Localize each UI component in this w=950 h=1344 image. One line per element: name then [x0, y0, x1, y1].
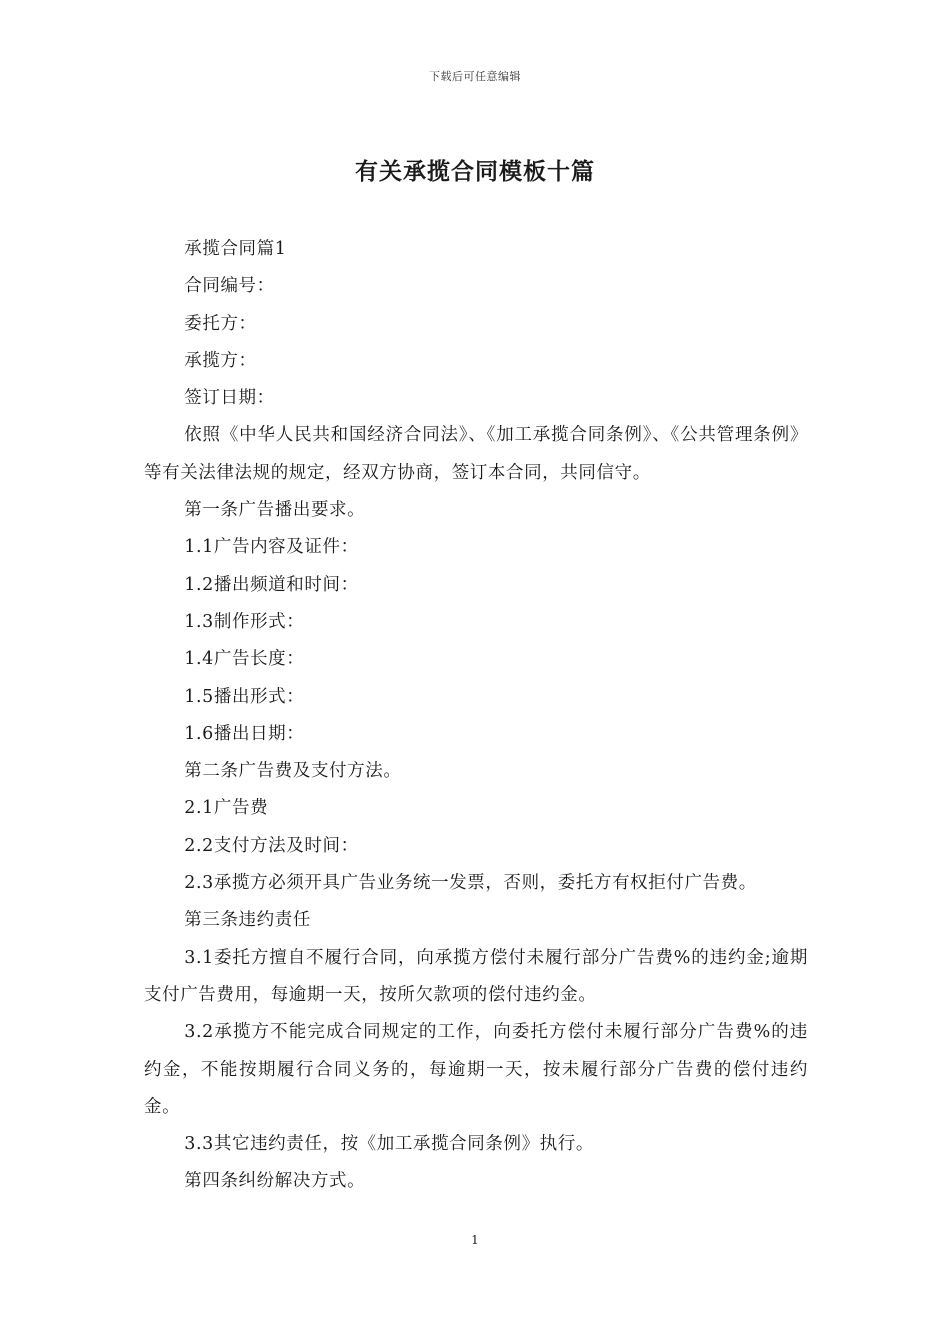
paragraph: 委托方：: [184, 313, 257, 334]
paragraph: 合同编号：: [184, 276, 275, 297]
paragraph: 1.3制作形式：: [184, 611, 305, 632]
paragraph: 3.1委托方擅自不履行合同，向承揽方偿付未履行部分广告费%的违约金;逾期支付广告费用，每逾期一天，按所欠款项的偿付违约金。: [144, 947, 808, 1005]
paragraph: 3.2承揽方不能完成合同规定的工作，向委托方偿付未履行部分广告费%的违约金，不能按期履行合同义务的，每逾期一天，按未履行部分广告费的偿付违约金。: [144, 1022, 808, 1117]
paragraph: 第二条广告费及支付方法。: [184, 761, 402, 782]
document-body: [144, 231, 808, 1201]
paragraph: 依照《中华人民共和国经济合同法》、《加工承揽合同条例》、《公共管理条例》等有关法律法规的规定，经双方协商，签订本合同，共同信守。: [144, 425, 808, 483]
paragraph: 第三条违约责任: [184, 910, 311, 931]
paragraph: 1.5播出形式：: [184, 686, 305, 707]
paragraph: 1.6播出日期：: [184, 723, 305, 744]
paragraph: 1.2播出频道和时间：: [184, 574, 359, 595]
paragraph: 1.1广告内容及证件：: [184, 537, 359, 558]
paragraph: 2.3承揽方必须开具广告业务统一发票，否则，委托方有权拒付广告费。: [184, 873, 757, 894]
paragraph: 承揽方：: [184, 350, 257, 371]
paragraph: 签订日期：: [184, 388, 275, 409]
header-note: 下载后可任意编辑: [429, 70, 521, 83]
paragraph: 3.3其它违约责任，按《加工承揽合同条例》执行。: [184, 1134, 594, 1155]
paragraph: 第一条广告播出要求。: [184, 500, 366, 521]
paragraph: 1.4广告长度：: [184, 649, 305, 670]
paragraph: 2.2支付方法及时间：: [184, 835, 359, 856]
paragraph: 2.1广告费: [184, 798, 269, 819]
paragraph: 承揽合同篇1: [184, 239, 287, 259]
paragraph: 第四条纠纷解决方式。: [184, 1171, 366, 1192]
document-title: 有关承揽合同模板十篇: [355, 159, 595, 185]
page-number: 1: [471, 1233, 479, 1247]
